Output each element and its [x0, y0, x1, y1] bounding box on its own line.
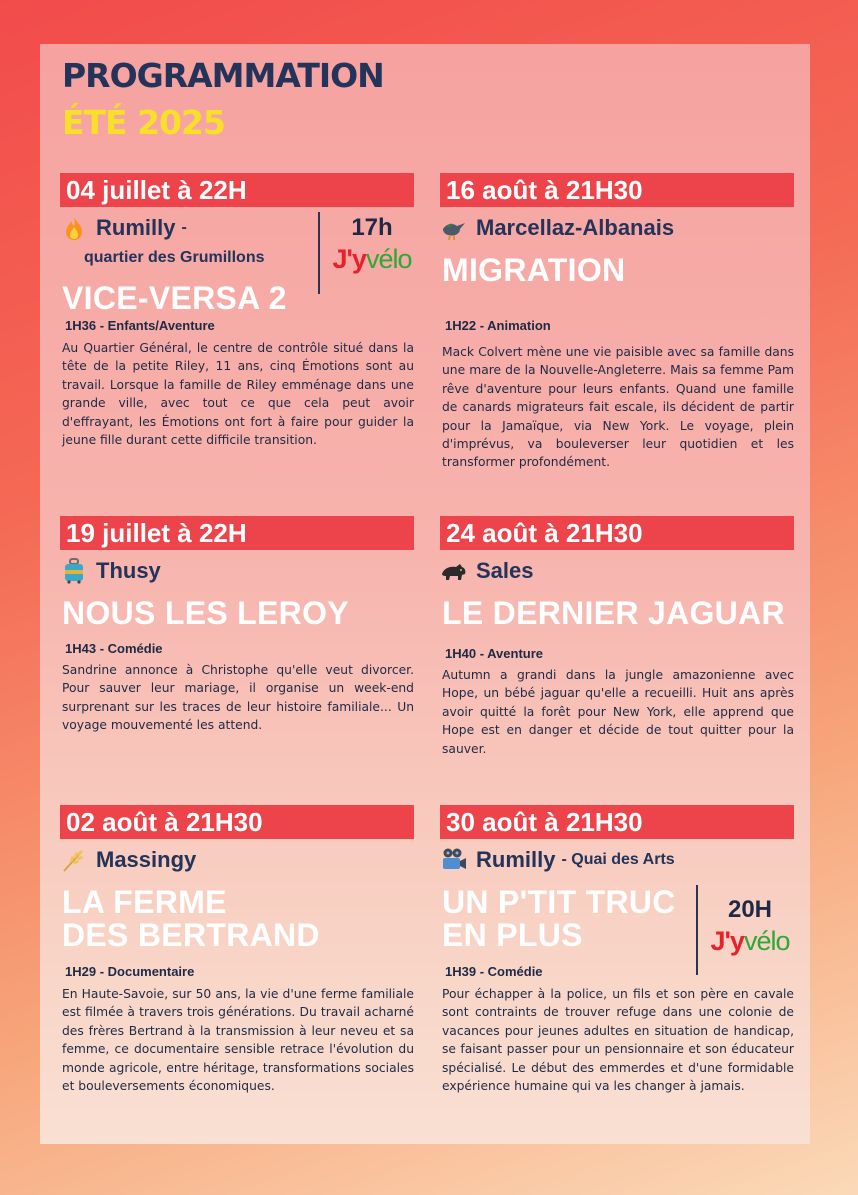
jyvelo-logo: J'yvélo — [332, 244, 412, 274]
film-description: Pour échapper à la police, un fils et son père en cavale sont contraints de trouver refuge dans une colonie de vacances pour jeunes adultes en situation de handicap, se faisant passer pour un pensionnaire et son éducateur spécialisé. Le début des emmerdes et d'une formidable expérience humaine qui va les changer à jamais. — [442, 987, 794, 1094]
film-meta: 1H39 - Comédie — [445, 964, 543, 979]
event-location-extra: - Quai des Arts — [561, 851, 675, 868]
event-date: 02 août à 21H30 — [60, 805, 414, 839]
jyvelo-time: 20H — [727, 896, 773, 923]
event-card-ptit-truc — [440, 805, 794, 1115]
film-title-line2: DES BERTRAND — [62, 917, 320, 953]
divider — [318, 212, 320, 294]
jyvelo-badge — [322, 214, 422, 275]
film-meta: 1H40 - Aventure — [445, 646, 544, 661]
event-card-dernier-jaguar — [440, 516, 794, 766]
bird-icon — [440, 215, 468, 241]
event-location — [60, 215, 187, 241]
film-meta: 1H22 - Animation — [445, 318, 551, 333]
event-location — [440, 847, 675, 873]
film-title-line2: EN PLUS — [442, 917, 583, 953]
event-date: 24 août à 21H30 — [440, 516, 794, 550]
luggage-icon — [60, 558, 88, 584]
film-description: Mack Colvert mène une vie paisible avec sa famille dans une mare de la Nouvelle-Angleterre. Mais sa femme Pam rêve d'aventure pour leurs enfants. Quand une famille de canards migrateurs fait escale, ils décident de partir pour la Jamaïque, via New York. Le voyage, plein d'imprévus, va bouleverser leur quotidien et les transformer profondément. — [442, 345, 794, 470]
jaguar-icon — [440, 558, 468, 584]
film-meta: 1H43 - Comédie — [65, 641, 163, 656]
film-title-line1: UN P'TIT TRUC — [442, 884, 676, 920]
event-location — [60, 847, 196, 873]
film-description: Au Quartier Général, le centre de contrôle situé dans la tête de la petite Riley, 11 ans, cinq Émotions sont au travail. Lorsque la famille de Riley emménage dans une grande ville, avec tout ce que cela peut avoir d'effrayant, les Émotions ont fort à faire pour guider la jeune fille durant cette difficile transition. — [62, 341, 414, 448]
event-date: 30 août à 21H30 — [440, 805, 794, 839]
film-description: En Haute-Savoie, sur 50 ans, la vie d'une ferme familiale est filmée à travers trois générations. Du travail acharné des frères Bertrand à la transmission à leur neveu et sa femme, ce documentaire sensible retrace l'évolution du monde agricole, entre héritage, transformations sociales et bouleversements économiques. — [62, 987, 414, 1094]
event-date: 19 juillet à 22H — [60, 516, 414, 550]
film-title: MIGRATION — [442, 252, 626, 288]
page-title: PROGRAMMATION — [62, 56, 384, 95]
wheat-icon — [60, 847, 88, 873]
film-title: LE DERNIER JAGUAR — [442, 595, 785, 631]
fire-icon — [60, 215, 88, 241]
film-title-line1: LA FERME — [62, 884, 227, 920]
jyvelo-logo: J'yvélo — [710, 926, 790, 956]
event-date: 16 août à 21H30 — [440, 173, 794, 207]
film-description: Autumn a grandi dans la jungle amazonienne avec Hope, un bébé jaguar qu'elle a recueilli. Huit ans après avoir quitté la forêt pour New York, elle apprend que Hope est en danger et décide de tout quitter pour la sauver. — [442, 668, 794, 756]
event-location-extra: - — [181, 219, 187, 236]
film-meta: 1H36 - Enfants/Aventure — [65, 318, 215, 333]
event-location-name: Marcellaz-Albanais — [476, 215, 675, 240]
event-card-ferme-bertrand — [60, 805, 414, 1115]
jyvelo-time: 17h — [351, 214, 393, 241]
event-location — [60, 558, 161, 584]
event-location-name: Massingy — [96, 847, 197, 872]
event-location-name: Sales — [476, 558, 534, 583]
event-date: 04 juillet à 22H — [60, 173, 414, 207]
movie-camera-icon — [440, 847, 468, 873]
film-description: Sandrine annonce à Christophe qu'elle veut divorcer. Pour sauver leur mariage, il organise un week-end surprenant sur les traces de leur histoire familiale... Un voyage mouvementé les attend. — [62, 663, 414, 733]
page-subtitle: ÉTÉ 2025 — [62, 103, 225, 142]
film-title: VICE-VERSA 2 — [62, 280, 287, 316]
event-card-nous-les-leroy — [60, 516, 414, 766]
event-location-sub: quartier des Grumillons — [84, 249, 265, 266]
film-meta: 1H29 - Documentaire — [65, 964, 195, 979]
event-location-name: Rumilly — [476, 847, 556, 872]
film-title: NOUS LES LEROY — [62, 595, 349, 631]
event-location-name: Rumilly — [96, 215, 176, 240]
event-location — [440, 215, 674, 241]
event-location — [440, 558, 534, 584]
event-card-migration — [440, 173, 794, 493]
divider — [696, 885, 698, 975]
jyvelo-badge — [700, 896, 800, 957]
event-location-name: Thusy — [96, 558, 161, 583]
